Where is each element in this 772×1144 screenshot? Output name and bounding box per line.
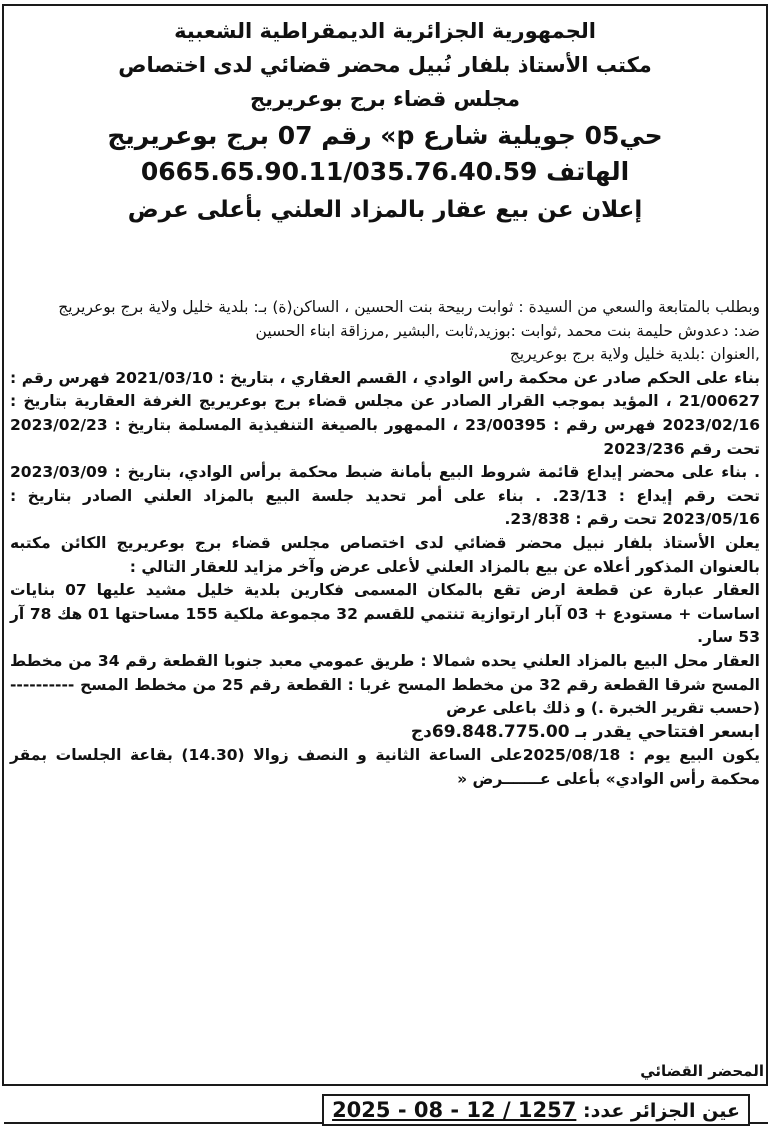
requester-paragraph: وبطلب بالمتابعة والسعي من السيدة : ثوابت ربيحة بنت الحسين ، الساكن(ة) بـ: بلدية خليل ولاية برج بوعريريج — [58, 298, 760, 316]
reference-number: 2025 - 08 - 12 / 1257 — [332, 1098, 577, 1122]
reference-label: عين الجزائر عدد: — [583, 1100, 740, 1122]
announcement-header — [4, 14, 766, 228]
property-boundaries: العقار محل البيع بالمزاد العلني يحده شمالا : طريق عمومي معبد جنوبا القطعة رقم 34 من مخطط المسح شرقا القطعة رقم 32 من مخطط المسح غربا : القطعة رقم 25 من مخطط المسح ---------- (حسب تقرير الخبرة .) و ذلك باعلى عرض — [10, 651, 760, 718]
phone-numbers: الهاتف 0665.65.90.11/035.76.40.59 — [140, 157, 630, 186]
office-title: مكتب الأستاذ بلفار نُبيل محضر قضائي لدى اختصاص — [118, 53, 652, 77]
starting-price: ابسعر افتتاحي يقدر بـ 69.848.775.00دج — [410, 721, 760, 742]
announcement-body — [10, 296, 760, 791]
reference-box — [322, 1094, 750, 1126]
announcement-frame — [2, 4, 768, 1086]
sale-date-paragraph: يكون البيع يوم : 2025/08/18على الساعة الثانية و النصف زوالا (14.30) بقاعة الجلسات بمقر محكمة رأس الوادي» بأعلى عـــــــرض « — [10, 746, 760, 788]
announce-paragraph: يعلن الأستاذ بلفار نبيل محضر قضائي لدى اختصاص مجلس قضاء برج بوعريريج الكائن مكتبه بالعنوان المذكور أعلاه عن بيع بالمزاد العلني لأعلى عرض وآخر مزايد للعقار التالي : — [10, 533, 760, 576]
deposit-paragraph: . بناء على محضر إيداع قائمة شروط البيع بأمانة ضبط محكمة برأس الوادي، بتاريخ : 2023/03/09 تحت رقم إيداع : 23/13. . بناء على أمر تحديد جلسة البيع بالمزاد العلني الصادر بتاريخ : 2023/05/16 تحت رقم : 23/838. — [10, 463, 760, 529]
office-address: حي05 جويلية شارع p» رقم 07 برج بوعريريج — [107, 121, 663, 150]
signature: المحضر القضائي — [640, 1062, 764, 1080]
court-title: مجلس قضاء برج بوعريريج — [250, 87, 520, 111]
against-paragraph: ضد: دعدوش حليمة بنت محمد ,ثوابت :بوزيد,ثابت ,البشير ,مرزاقة ابناء الحسين — [255, 321, 760, 340]
judgment-paragraph: بناء على الحكم صادر عن محكمة راس الوادي ، القسم العقاري ، بتاريخ : 2021/03/10 فهرس رقم : 21/00627 ، المؤيد بموجب القرار الصادر عن مجلس قضاء برج بوعريريج الغرفة العقارية بتاريخ : 2023/02/16 فهرس رقم : 23/00395 ، الممهور بالصيغة التنفيذية المسلمة بتاريخ : 2023/02/23 تحت رقم 2023/236 — [10, 368, 760, 458]
address-paragraph: ,العنوان :بلدية خليل ولاية برج بوعريريج — [509, 345, 760, 364]
property-description: العقار عبارة عن قطعة ارض تقع بالمكان المسمى فكارين بلدية خليل مشيد عليها 07 بنايات اساسات + مستودع + 03 آبار ارتوازية تنتمي للقسم 32 مجموعة ملكية 155 مساحتها 01 هك 78 آر 53 سار. — [10, 581, 760, 647]
republic-title: الجمهورية الجزائرية الديمقراطية الشعبية — [174, 19, 596, 43]
announcement-title: إعلان عن بيع عقار بالمزاد العلني بأعلى عرض — [127, 197, 643, 223]
